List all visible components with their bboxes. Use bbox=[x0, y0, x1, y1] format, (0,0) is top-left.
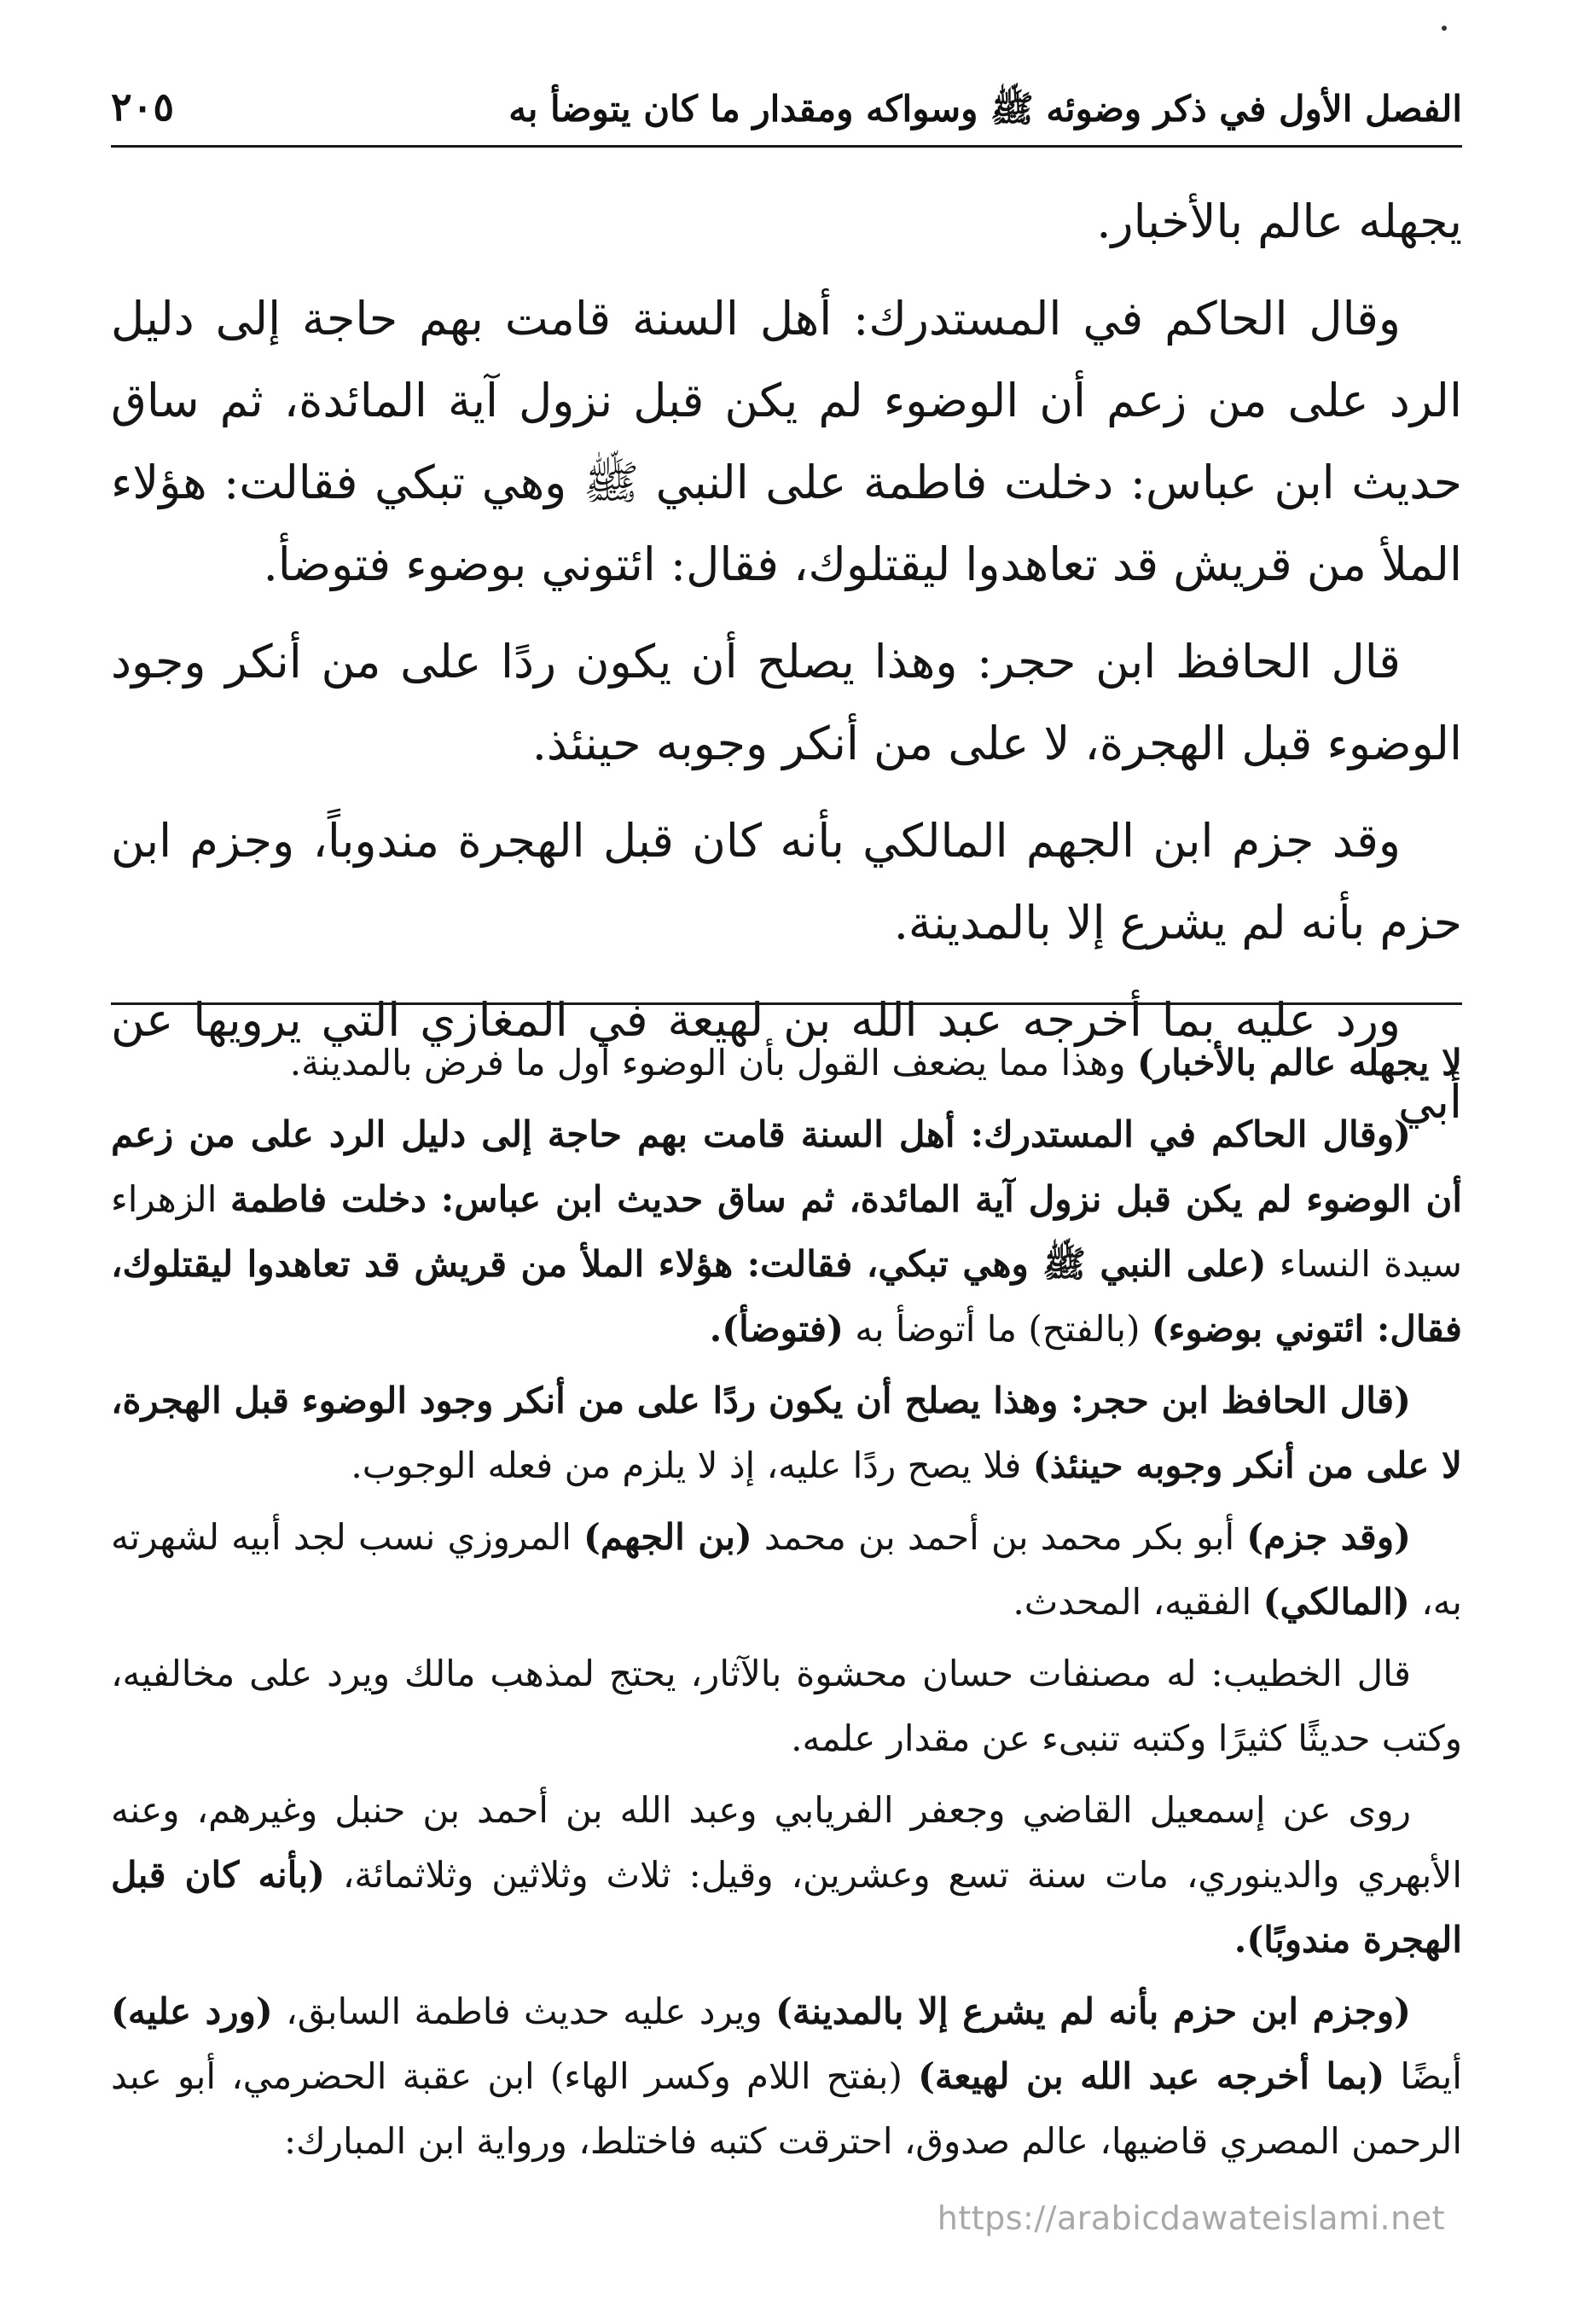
main-paragraph: ورد عليه بما أخرجه عبد الله بن لهيعة في المغازي التي يرويها عن أبي bbox=[111, 993, 1462, 1129]
main-text bbox=[111, 181, 1462, 1159]
running-title: الفصل الأول في ذكر وضوئه ﷺ وسواكه ومقدار ما كان يتوضأ به bbox=[508, 88, 1462, 130]
quoted-text: (وقد جزم) bbox=[1246, 1516, 1411, 1558]
explanation-text: أيضًا bbox=[1384, 2055, 1462, 2097]
explanation-text: المروزي نسب لجد أبيه لشهرته به، bbox=[111, 1516, 1462, 1623]
quoted-text: (بما أخرجه عبد الله بن لهيعة) bbox=[918, 2055, 1385, 2097]
quoted-text: (على النبي ﷺ وهي تبكي، فقالت: هؤلاء الملأ من قريش قد تعاهدوا ليقتلوك، فقال: ائتوني بوضوء) bbox=[111, 1243, 1462, 1350]
explanation-text: روى عن إسمعيل القاضي وجعفر الفريابي وعبد الله بن أحمد بن حنبل وغيرهم، وعنه الأبهري والدينوري، مات سنة تسع وعشرين، وقيل: ثلاث وثلاثين وثلاثمائة، bbox=[111, 1789, 1462, 1896]
explanation-text: أبو بكر محمد بن أحمد بن محمد bbox=[752, 1516, 1247, 1558]
explanation-text: (بالفتح) ما أتوضأ به bbox=[843, 1308, 1152, 1350]
quoted-text: لا يجهله عالم بالأخبار) bbox=[1136, 1042, 1462, 1084]
explanation-text: فلا يصح ردًا عليه، إذ لا يلزم من فعله الوجوب. bbox=[351, 1444, 1033, 1486]
quoted-text: (المالكي) bbox=[1262, 1581, 1410, 1623]
commentary-paragraph bbox=[111, 1102, 1462, 1362]
commentary-paragraph: قال الخطيب: له مصنفات حسان محشوة بالآثار، يحتج لمذهب مالك ويرد على مخالفيه، وكتب حديثًا كثيرًا وكتبه تنبىء عن مقدار علمه. bbox=[111, 1653, 1462, 1759]
main-paragraph: وقال الحاكم في المستدرك: أهل السنة قامت بهم حاجة إلى دليل الرد على من زعم أن الوضوء لم يكن قبل نزول آية المائدة، ثم ساق حديث ابن عباس: دخلت فاطمة على النبي ﷺ وهي تبكي فقالت: هؤلاء الملأ من قريش قد تعاهدوا ليقتلوك، فقال: ائتوني بوضوء فتوضأ. bbox=[111, 292, 1462, 591]
commentary-paragraph bbox=[111, 1368, 1462, 1498]
quoted-text: (فتوضأ). bbox=[709, 1308, 844, 1350]
commentary bbox=[111, 1031, 1462, 2181]
page-number: ٢٠٥ bbox=[111, 84, 175, 130]
explanation-text: (بفتح اللام وكسر الهاء) ابن عقبة الحضرمي، أبو عبد الرحمن المصري قاضيها، عالم صدوق، احترقت كتبه فاختلط، ورواية ابن المبارك: bbox=[111, 2055, 1462, 2162]
quoted-text: (بأنه كان قبل الهجرة مندوبًا). bbox=[111, 1854, 1462, 1961]
main-paragraph: يجهله عالم بالأخبار. bbox=[1096, 195, 1462, 248]
quoted-text: (قال الحافظ ابن حجر: وهذا يصلح أن يكون ردًا على من أنكر وجود الوضوء قبل الهجرة، لا على من أنكر وجوبه حينئذ) bbox=[111, 1380, 1462, 1486]
watermark-url: https://arabicdawateislami.net bbox=[937, 2199, 1445, 2237]
quoted-text: (بن الجهم) bbox=[583, 1516, 752, 1558]
commentary-paragraph bbox=[111, 1979, 1462, 2174]
commentary-paragraph bbox=[111, 1505, 1462, 1635]
main-paragraph: قال الحافظ ابن حجر: وهذا يصلح أن يكون ردًا على من أنكر وجود الوضوء قبل الهجرة، لا على من أنكر وجوبه حينئذ. bbox=[111, 635, 1462, 770]
page-header bbox=[111, 78, 1462, 148]
quoted-text: (وجزم ابن حزم بأنه لم يشرع إلا بالمدينة) bbox=[775, 1990, 1412, 2032]
main-paragraph: وقد جزم ابن الجهم المالكي بأنه كان قبل الهجرة مندوباً، وجزم ابن حزم بأنه لم يشرع إلا بالمدينة. bbox=[111, 814, 1462, 950]
explanation-text: ويرد عليه حديث فاطمة السابق، bbox=[272, 1990, 776, 2032]
explanation-text: الزهراء سيدة النساء bbox=[111, 1178, 1462, 1285]
corner-dot bbox=[1442, 26, 1447, 31]
footnote-separator bbox=[111, 1002, 1462, 1005]
explanation-text: الفقيه، المحدث. bbox=[1013, 1581, 1263, 1623]
commentary-paragraph bbox=[111, 1031, 1462, 1095]
commentary-paragraph bbox=[111, 1778, 1462, 1972]
quoted-text: (ورد عليه) bbox=[111, 1990, 273, 2032]
explanation-text: وهذا مما يضعف القول بأن الوضوء أول ما فرض بالمدينة. bbox=[289, 1042, 1137, 1084]
quoted-text: (وقال الحاكم في المستدرك: أهل السنة قامت بهم حاجة إلى دليل الرد على من زعم أن الوضوء لم يكن قبل نزول آية المائدة، ثم ساق حديث ابن عباس: دخلت فاطمة bbox=[111, 1113, 1462, 1220]
